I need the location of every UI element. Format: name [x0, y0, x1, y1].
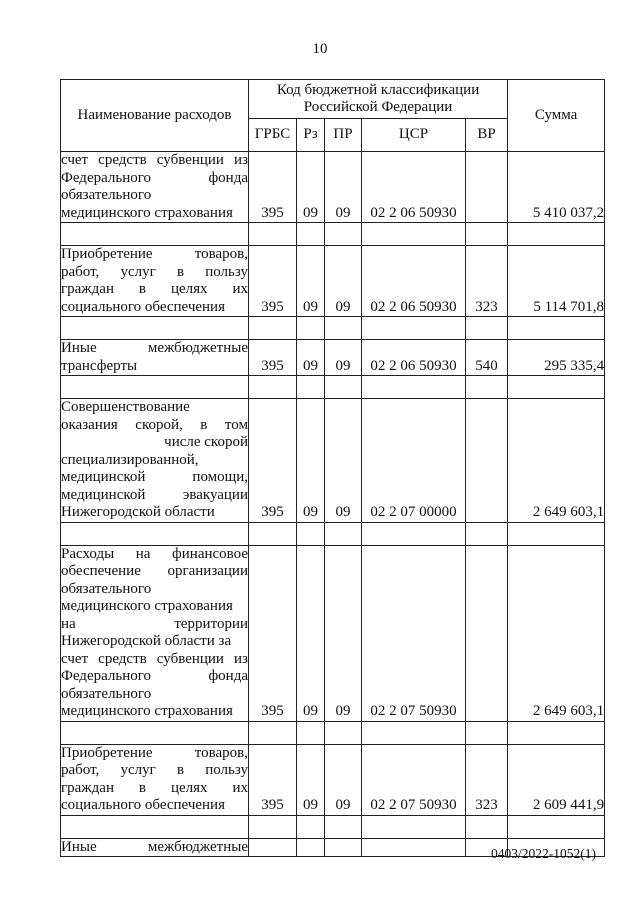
table-row [61, 246, 605, 317]
spacer-cell [362, 317, 466, 340]
spacer-cell [249, 223, 297, 246]
expense-name-line: Федерального фонда [61, 169, 248, 186]
expense-name [61, 744, 249, 815]
expense-name-line: Приобретение товаров, [61, 246, 248, 262]
header-pr: ПР [325, 119, 362, 152]
cell-csr: 02 2 07 00000 [362, 399, 466, 523]
expense-name-line: медицинской эвакуации [61, 486, 248, 503]
spacer-cell [466, 223, 508, 246]
cell-csr: 02 2 06 50930 [362, 340, 466, 376]
cell-pr: 09 [325, 152, 362, 223]
spacer-cell [466, 815, 508, 838]
expense-name-line: обеспечение организации [61, 563, 248, 579]
cell-csr: 02 2 07 50930 [362, 744, 466, 815]
header-grbs: ГРБС [249, 119, 297, 152]
cell-sum: 2 649 603,1 [508, 399, 605, 523]
spacer-cell [362, 376, 466, 399]
spacer-cell [362, 721, 466, 744]
spacer-cell [362, 522, 466, 545]
spacer-cell [249, 522, 297, 545]
expense-name-line: обязательного [61, 187, 152, 203]
expense-name-line: работ, услуг в пользу [61, 762, 248, 778]
cell-grbs: 395 [249, 152, 297, 223]
spacer-cell [362, 815, 466, 838]
spacer-cell [466, 376, 508, 399]
table-row [61, 545, 605, 721]
cell-grbs: 395 [249, 545, 297, 721]
row-spacer [61, 376, 605, 399]
header-code-group [249, 80, 508, 119]
expense-name-line: социального обеспечения [61, 797, 225, 813]
expense-name-line: Федерального фонда [61, 668, 248, 684]
expense-name [61, 152, 249, 223]
expense-name-line: Совершенствование [61, 399, 190, 415]
expense-name-line: оказания скорой, в том [61, 416, 248, 433]
spacer-cell [249, 815, 297, 838]
cell-rz: 09 [297, 545, 325, 721]
expense-name-line: Нижегородской области за [61, 633, 232, 649]
spacer-cell [61, 721, 249, 744]
cell-pr: 09 [325, 340, 362, 376]
cell-vr [466, 399, 508, 523]
expense-name-line: трансферты [61, 357, 138, 374]
cell-rz: 09 [297, 246, 325, 317]
spacer-cell [61, 522, 249, 545]
spacer-cell [466, 317, 508, 340]
cell-csr [362, 838, 466, 857]
header-code-line-2: Российской Федерации [303, 99, 453, 115]
row-spacer [61, 721, 605, 744]
expense-name-line: медицинского страхования [61, 204, 233, 221]
expense-name-line: Иные межбюджетные [61, 340, 248, 356]
expense-name [61, 399, 249, 523]
expense-name-line: Расходы на финансовое [61, 545, 248, 562]
spacer-cell [508, 522, 605, 545]
expense-name-line: медицинского страхования [61, 703, 233, 719]
table-row [61, 152, 605, 223]
spacer-cell [297, 522, 325, 545]
expense-name [61, 545, 249, 721]
cell-sum: 295 335,4 [508, 340, 605, 376]
spacer-cell [297, 815, 325, 838]
expense-name-line: числе скорой [164, 434, 248, 450]
cell-pr: 09 [325, 399, 362, 523]
spacer-cell [466, 721, 508, 744]
spacer-cell [508, 376, 605, 399]
cell-sum: 5 114 701,8 [508, 246, 605, 317]
expense-name-line: счет средств субвенции из [61, 152, 248, 168]
spacer-cell [325, 522, 362, 545]
cell-rz: 09 [297, 152, 325, 223]
header-csr: ЦСР [362, 119, 466, 152]
header-name: Наименование расходов [61, 80, 249, 152]
row-spacer [61, 522, 605, 545]
expense-name-line: Нижегородской области [61, 504, 215, 520]
spacer-cell [325, 317, 362, 340]
cell-vr: 323 [466, 246, 508, 317]
expense-name-line: граждан в целях их [61, 281, 248, 297]
spacer-cell [508, 223, 605, 246]
expense-name-line: медицинского страхования [61, 598, 233, 614]
spacer-cell [61, 815, 249, 838]
expense-name-line: граждан в целях их [61, 779, 248, 796]
spacer-cell [249, 317, 297, 340]
spacer-cell [325, 815, 362, 838]
cell-rz: 09 [297, 399, 325, 523]
cell-vr: 540 [466, 340, 508, 376]
header-sum: Сумма [508, 80, 605, 152]
spacer-cell [61, 317, 249, 340]
table-row [61, 340, 605, 376]
budget-table [60, 79, 605, 857]
header-rz: Рз [297, 119, 325, 152]
expense-name-line: обязательного [61, 580, 152, 597]
row-spacer [61, 815, 605, 838]
expense-name-line: на территории [61, 615, 248, 632]
header-vr: ВР [466, 119, 508, 152]
expense-name-line: счет средств субвенции из [61, 650, 248, 667]
spacer-cell [297, 376, 325, 399]
spacer-cell [249, 376, 297, 399]
cell-pr: 09 [325, 246, 362, 317]
document-code: 0403/2022-1052(1) [491, 846, 596, 861]
expense-name [61, 838, 249, 857]
cell-rz: 09 [297, 340, 325, 376]
spacer-cell [297, 721, 325, 744]
header-code-line-1: Код бюджетной классификации [276, 81, 480, 98]
expense-name-line: работ, услуг в пользу [61, 263, 248, 280]
spacer-cell [466, 522, 508, 545]
cell-rz: 09 [297, 744, 325, 815]
spacer-cell [508, 317, 605, 340]
cell-sum: 2 649 603,1 [508, 545, 605, 721]
expense-name-line: медицинской помощи, [61, 469, 248, 485]
page-number: 10 [312, 41, 328, 57]
cell-sum: 2 609 441,9 [508, 744, 605, 815]
cell-vr: 323 [466, 744, 508, 815]
spacer-cell [325, 376, 362, 399]
cell-rz [297, 838, 325, 857]
expense-name-line: социального обеспечения [61, 298, 225, 315]
expense-name-line: Приобретение товаров, [61, 744, 248, 761]
expense-name-line: специализированной, [61, 451, 199, 468]
row-spacer [61, 317, 605, 340]
spacer-cell [249, 721, 297, 744]
expense-name [61, 246, 249, 317]
spacer-cell [508, 815, 605, 838]
cell-grbs: 395 [249, 744, 297, 815]
cell-vr [466, 545, 508, 721]
spacer-cell [297, 223, 325, 246]
expense-name-line: обязательного [61, 685, 152, 702]
spacer-cell [61, 376, 249, 399]
cell-grbs: 395 [249, 340, 297, 376]
row-spacer [61, 223, 605, 246]
cell-grbs [249, 838, 297, 857]
cell-grbs: 395 [249, 246, 297, 317]
cell-csr: 02 2 06 50930 [362, 152, 466, 223]
cell-pr [325, 838, 362, 857]
expense-name [61, 340, 249, 376]
spacer-cell [61, 223, 249, 246]
expense-name-line: Иные межбюджетные [61, 838, 248, 855]
cell-csr: 02 2 07 50930 [362, 545, 466, 721]
cell-csr: 02 2 06 50930 [362, 246, 466, 317]
spacer-cell [508, 721, 605, 744]
spacer-cell [325, 721, 362, 744]
table-body [61, 152, 605, 857]
cell-grbs: 395 [249, 399, 297, 523]
table-row [61, 744, 605, 815]
cell-pr: 09 [325, 545, 362, 721]
cell-sum: 5 410 037,2 [508, 152, 605, 223]
cell-pr: 09 [325, 744, 362, 815]
spacer-cell [325, 223, 362, 246]
spacer-cell [362, 223, 466, 246]
spacer-cell [297, 317, 325, 340]
table-row [61, 399, 605, 523]
cell-vr [466, 152, 508, 223]
